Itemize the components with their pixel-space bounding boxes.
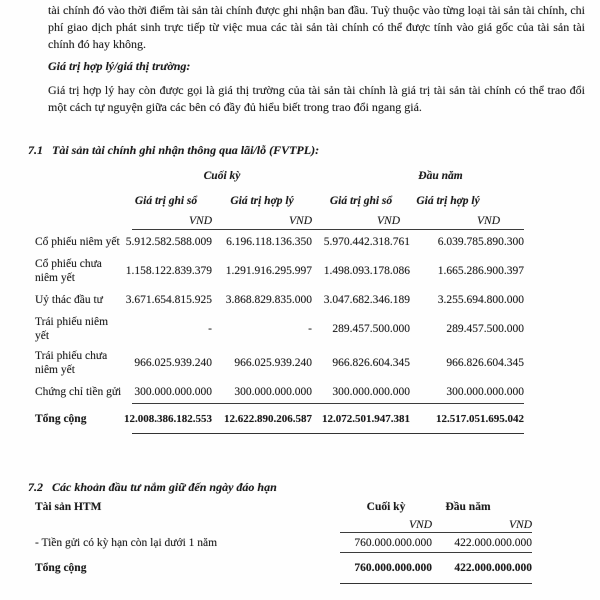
cell-value: 3.671.654.815.925 [125, 294, 212, 306]
total-label: Tổng cộng [35, 412, 87, 425]
period-header-dau-nam: Đầu năm [418, 170, 463, 182]
col-header-carrying-begin: Giá trị ghi sổ [329, 195, 393, 207]
currency-label: VND [212, 213, 312, 230]
col-header-fair-end: Giá trị hợp lý [230, 195, 294, 207]
total-value: 12.008.386.182.553 [132, 404, 212, 434]
row-label: - Tiền gửi có kỳ hạn còn lại dưới 1 năm [35, 536, 218, 549]
cell-value: 1.498.093.178.086 [323, 265, 410, 277]
cell-value: 5.912.582.588.009 [125, 236, 212, 248]
row-label: Cổ phiếu niêm yết [35, 235, 120, 248]
fvtpl-table [35, 163, 524, 434]
table-row-listed-bonds [35, 312, 524, 346]
period-header-dau-nam: Đầu năm [445, 501, 491, 513]
cell-value: 300.000.000.000 [212, 380, 312, 404]
section-7-1-heading [28, 143, 319, 158]
currency-label: VND [432, 519, 532, 533]
currency-label: VND [132, 213, 212, 230]
fair-value-paragraph: Giá trị hợp lý hay còn được gọi là giá thị trường của tài sản tài chính là giá trị tài sản tài chính có thể trao đổi một cách tự nguyện giữa các bên có đầy đủ hiểu biết trong trao đổi ngang giá. [48, 83, 585, 114]
spacer-cell [35, 519, 340, 533]
section-7-2-number: 7.2 [28, 480, 43, 494]
cell-value: 3.047.682.346.189 [323, 294, 410, 306]
cell-value: 6.196.118.136.350 [226, 236, 312, 248]
currency-label: VND [340, 519, 432, 533]
cell-value: 1.158.122.839.379 [125, 265, 212, 277]
table-row-listed-shares [35, 230, 524, 255]
intro-paragraph: tài chính đó vào thời điểm tài sản tài chính được ghi nhận ban đầu. Tuỳ thuộc vào từng loại tài sản tài chính, chi phí giao dịch phát sinh trực tiếp từ việc mua các tài sản tài chính có thể được tính vào giá gốc của tài sản tài chính đó hay không. [48, 3, 585, 51]
total-value: 12.072.501.947.381 [312, 404, 410, 434]
period-header-row [35, 163, 524, 189]
total-value: 12.517.051.695.042 [410, 404, 524, 434]
htm-assets-header: Tài sản HTM [35, 501, 102, 513]
total-value: 760.000.000.000 [340, 553, 432, 584]
cell-value: 300.000.000.000 [132, 380, 212, 404]
total-value: 422.000.000.000 [432, 553, 532, 584]
table-row-unlisted-bonds [35, 346, 524, 380]
currency-row [35, 519, 532, 533]
cell-value: 5.970.442.318.761 [323, 236, 410, 248]
htm-table [35, 500, 532, 584]
total-label: Tổng cộng [35, 562, 87, 574]
currency-label: VND [410, 213, 524, 230]
cell-value: 760.000.000.000 [340, 533, 432, 553]
total-value: 12.622.890.206.587 [212, 404, 312, 434]
fair-value-heading: Giá trị hợp lý/giá thị trường: [48, 59, 191, 73]
cell-value: 1.665.286.900.397 [437, 265, 525, 277]
spacer-cell [35, 213, 132, 230]
table-row-entrusted-investment [35, 288, 524, 312]
table-row-unlisted-shares [35, 254, 524, 288]
row-label: Trái phiếu niêm yết [35, 316, 109, 342]
period-header-cuoi-ky: Cuối kỳ [366, 501, 406, 513]
cell-value: 3.868.829.835.000 [225, 294, 312, 306]
total-row [35, 404, 524, 434]
cell-value: 966.025.939.240 [134, 357, 212, 369]
cell-value: - [308, 323, 312, 335]
col-header-fair-begin: Giá trị hợp lý [416, 195, 480, 207]
column-header-row [35, 189, 524, 213]
currency-row [35, 213, 524, 230]
section-7-1-number: 7.1 [28, 143, 43, 157]
period-header-cuoi-ky: Cuối kỳ [203, 170, 241, 182]
table-row-term-deposits [35, 533, 532, 553]
cell-value: 966.025.939.240 [234, 357, 312, 369]
spacer-cell [35, 163, 132, 189]
row-label: Trái phiếu chưa niêm yết [35, 350, 108, 376]
section-7-2-title: Các khoản đầu tư nắm giữ đến ngày đáo hạn [52, 480, 277, 494]
row-label: Chứng chỉ tiền gửi [35, 385, 122, 398]
cell-value: 3.255.694.800.000 [437, 294, 525, 306]
cell-value: 966.826.604.345 [446, 357, 525, 369]
cell-value: 966.826.604.345 [332, 357, 410, 369]
section-7-2-heading [28, 480, 277, 495]
total-row [35, 553, 532, 584]
cell-value: 1.291.916.295.997 [225, 265, 312, 277]
row-label: Cổ phiếu chưa niêm yết [35, 258, 102, 284]
row-label: Uỷ thác đầu tư [35, 294, 103, 306]
currency-label: VND [312, 213, 410, 230]
section-7-1-title: Tài sản tài chính ghi nhận thông qua lãi/lỗ (FVTPL): [52, 143, 320, 157]
cell-value: 289.457.500.000 [446, 323, 525, 335]
cell-value: 300.000.000.000 [312, 380, 410, 404]
cell-value: 6.039.785.890.300 [437, 236, 525, 248]
cell-value: - [208, 323, 212, 335]
cell-value: 300.000.000.000 [410, 380, 524, 404]
cell-value: 422.000.000.000 [432, 533, 532, 553]
table-row-certificates-of-deposit [35, 380, 524, 404]
col-header-carrying-end: Giá trị ghi sổ [134, 195, 198, 207]
htm-header-row [35, 500, 532, 519]
spacer-cell [35, 189, 132, 213]
cell-value: 289.457.500.000 [332, 323, 410, 335]
